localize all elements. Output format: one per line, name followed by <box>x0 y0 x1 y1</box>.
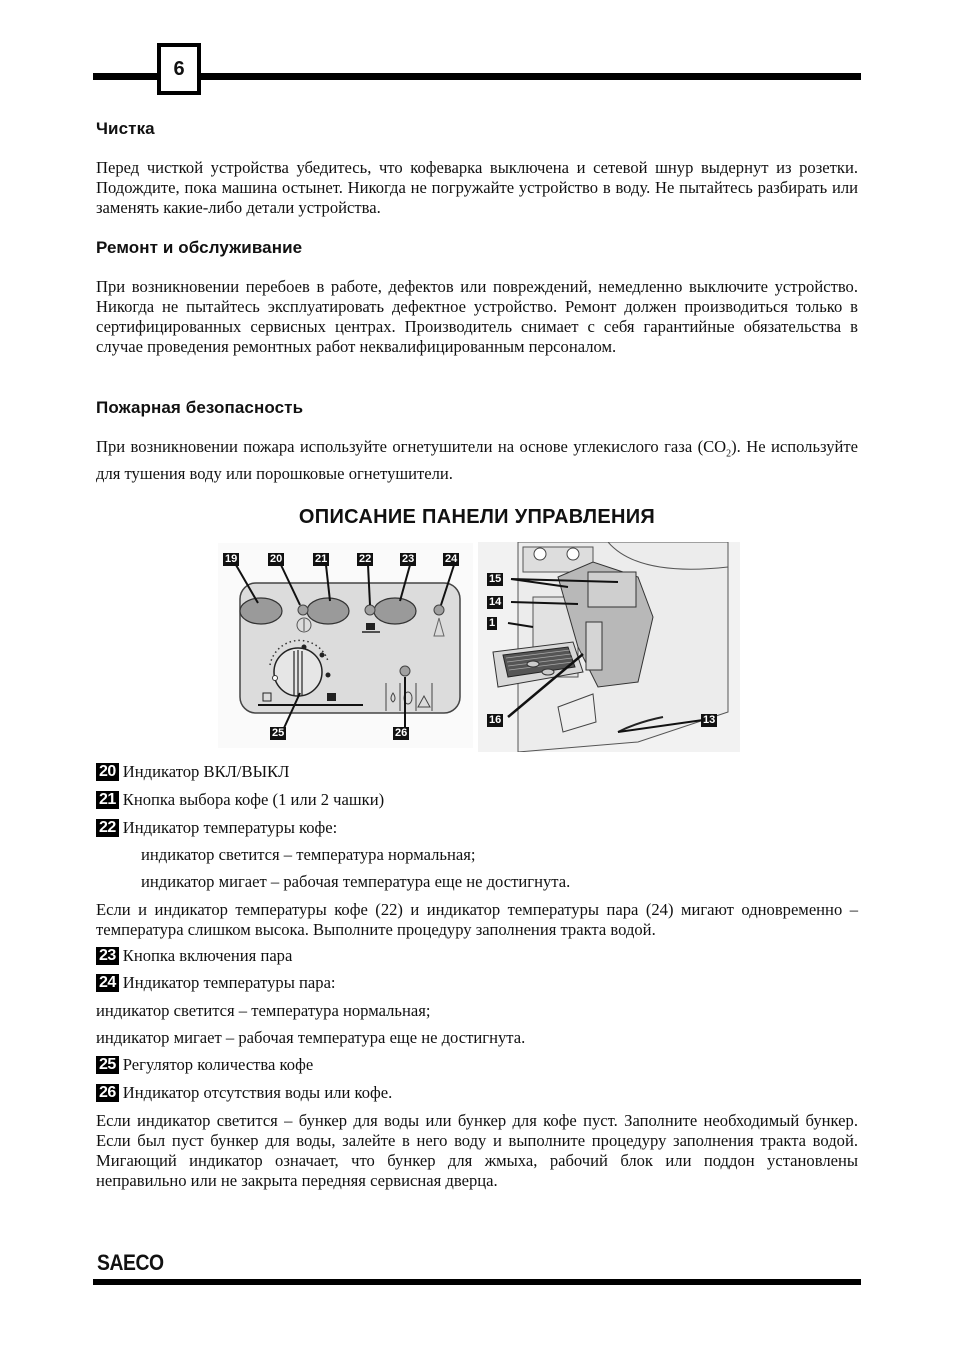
section-fire <box>96 398 858 418</box>
callout-14: 14 <box>489 596 502 608</box>
header-rule <box>93 73 861 80</box>
callout-24: 24 <box>445 553 458 565</box>
callout-13: 13 <box>703 714 716 726</box>
section-text: Перед чисткой устройства убедитесь, что кофеварка выключена и сетевой шнур выдернут из розетки. Подождите, пока машина остынет. Никогда не погружайте устройство в воду. Не пытайтесь разбирать или заменять какие-либо детали устройства. <box>96 158 858 217</box>
section-cleaning-body <box>96 158 858 218</box>
legend-number: 20 <box>96 763 119 781</box>
callout-19: 19 <box>225 553 238 565</box>
legend-item-24 <box>96 973 336 993</box>
control-panel-drawing <box>218 543 473 748</box>
note-text: Если и индикатор температуры кофе (22) и индикатор температуры пара (24) мигают одновременно – температура слишком высока. Выполните процедуру заполнения тракта водой. <box>96 900 858 939</box>
legend-number: 21 <box>96 791 119 809</box>
legend-item-21 <box>96 790 384 810</box>
legend-text: Регулятор количества кофе <box>122 1055 314 1074</box>
machine-figure <box>478 542 740 752</box>
legend-item-22 <box>96 818 337 838</box>
legend-text: Индикатор отсутствия воды или кофе. <box>122 1083 393 1102</box>
legend-note-26 <box>96 1111 858 1191</box>
callout-25: 25 <box>272 727 285 739</box>
section-title: Ремонт и обслуживание <box>96 238 303 257</box>
legend-number: 22 <box>96 819 119 837</box>
legend-item-26 <box>96 1083 392 1103</box>
section-text <box>96 437 858 484</box>
text-part: ). Не используйте для тушения воду или порошковые огнетушители. <box>96 437 859 484</box>
legend-number: 25 <box>96 1056 119 1074</box>
button-19 <box>240 598 282 624</box>
section-text: При возникновении перебоев в работе, дефектов или повреждений, немедленно выключите устройство. Никогда не пытайтесь эксплуатировать дефектное устройство. Ремонт должен производиться только в сертифицированных сервисных центрах. Производитель снимает с себя гарантийные обязательства в случае проведения ремонтных работ неквалифицированным персоналом. <box>96 277 858 356</box>
control-panel-figure <box>218 543 473 748</box>
callout-26: 26 <box>395 727 408 739</box>
panel-title: ОПИСАНИЕ ПАНЕЛИ УПРАВЛЕНИЯ <box>298 506 656 528</box>
legend-text: Кнопка включения пара <box>122 946 293 965</box>
legend-item-23 <box>96 946 292 966</box>
legend-text: Индикатор ВКЛ/ВЫКЛ <box>122 762 290 781</box>
section-title: Чистка <box>96 119 155 138</box>
brand-logo: SAECO <box>97 1250 164 1275</box>
legend-number: 24 <box>96 974 119 992</box>
callout-21: 21 <box>315 553 328 565</box>
callout-16: 16 <box>489 714 502 726</box>
legend-text: Индикатор температуры пара: <box>122 973 336 992</box>
legend-24-sub-on: индикатор светится – температура нормальная; <box>96 1001 431 1020</box>
legend-text: Кнопка выбора кофе (1 или 2 чашки) <box>122 790 385 809</box>
callout-15: 15 <box>489 573 502 585</box>
footer-rule <box>93 1279 861 1285</box>
callout-1: 1 <box>489 617 496 629</box>
legend-22-sub-blink: индикатор мигает – рабочая температура еще не достигнута. <box>141 872 571 891</box>
note-text: Если индикатор светится – бункер для воды или бункер для кофе пуст. Заполните необходимый бункер. Если был пуст бункер для воды, залейте в него воду и выполните процедуру заполнения тракта водой. Мигающий индикатор означает, что бункер для жмыха, рабочий блок или поддон установлены неправильно или не закрыта передняя сервисная дверца. <box>96 1111 858 1190</box>
section-repair <box>96 238 858 258</box>
legend-22-sub-on: индикатор светится – температура нормальная; <box>141 845 476 864</box>
callout-23: 23 <box>402 553 415 565</box>
legend-item-25 <box>96 1055 313 1075</box>
section-fire-body <box>96 437 858 484</box>
legend-number: 26 <box>96 1084 119 1102</box>
callout-20: 20 <box>270 553 283 565</box>
section-repair-body <box>96 277 858 357</box>
section-cleaning <box>96 119 858 139</box>
text-part: При возникновении пожара используйте огнетушители на основе углекислого газа (CO <box>96 437 727 456</box>
page-number: 6 <box>157 43 201 95</box>
legend-number: 23 <box>96 947 119 965</box>
legend-text: Индикатор температуры кофе: <box>122 818 338 837</box>
legend-24-sub-blink: индикатор мигает – рабочая температура еще не достигнута. <box>96 1028 526 1047</box>
callout-22: 22 <box>359 553 372 565</box>
subscript: 2 <box>726 448 732 460</box>
legend-item-20 <box>96 762 289 782</box>
section-title: Пожарная безопасность <box>96 398 304 417</box>
legend-note-22-24 <box>96 900 858 940</box>
